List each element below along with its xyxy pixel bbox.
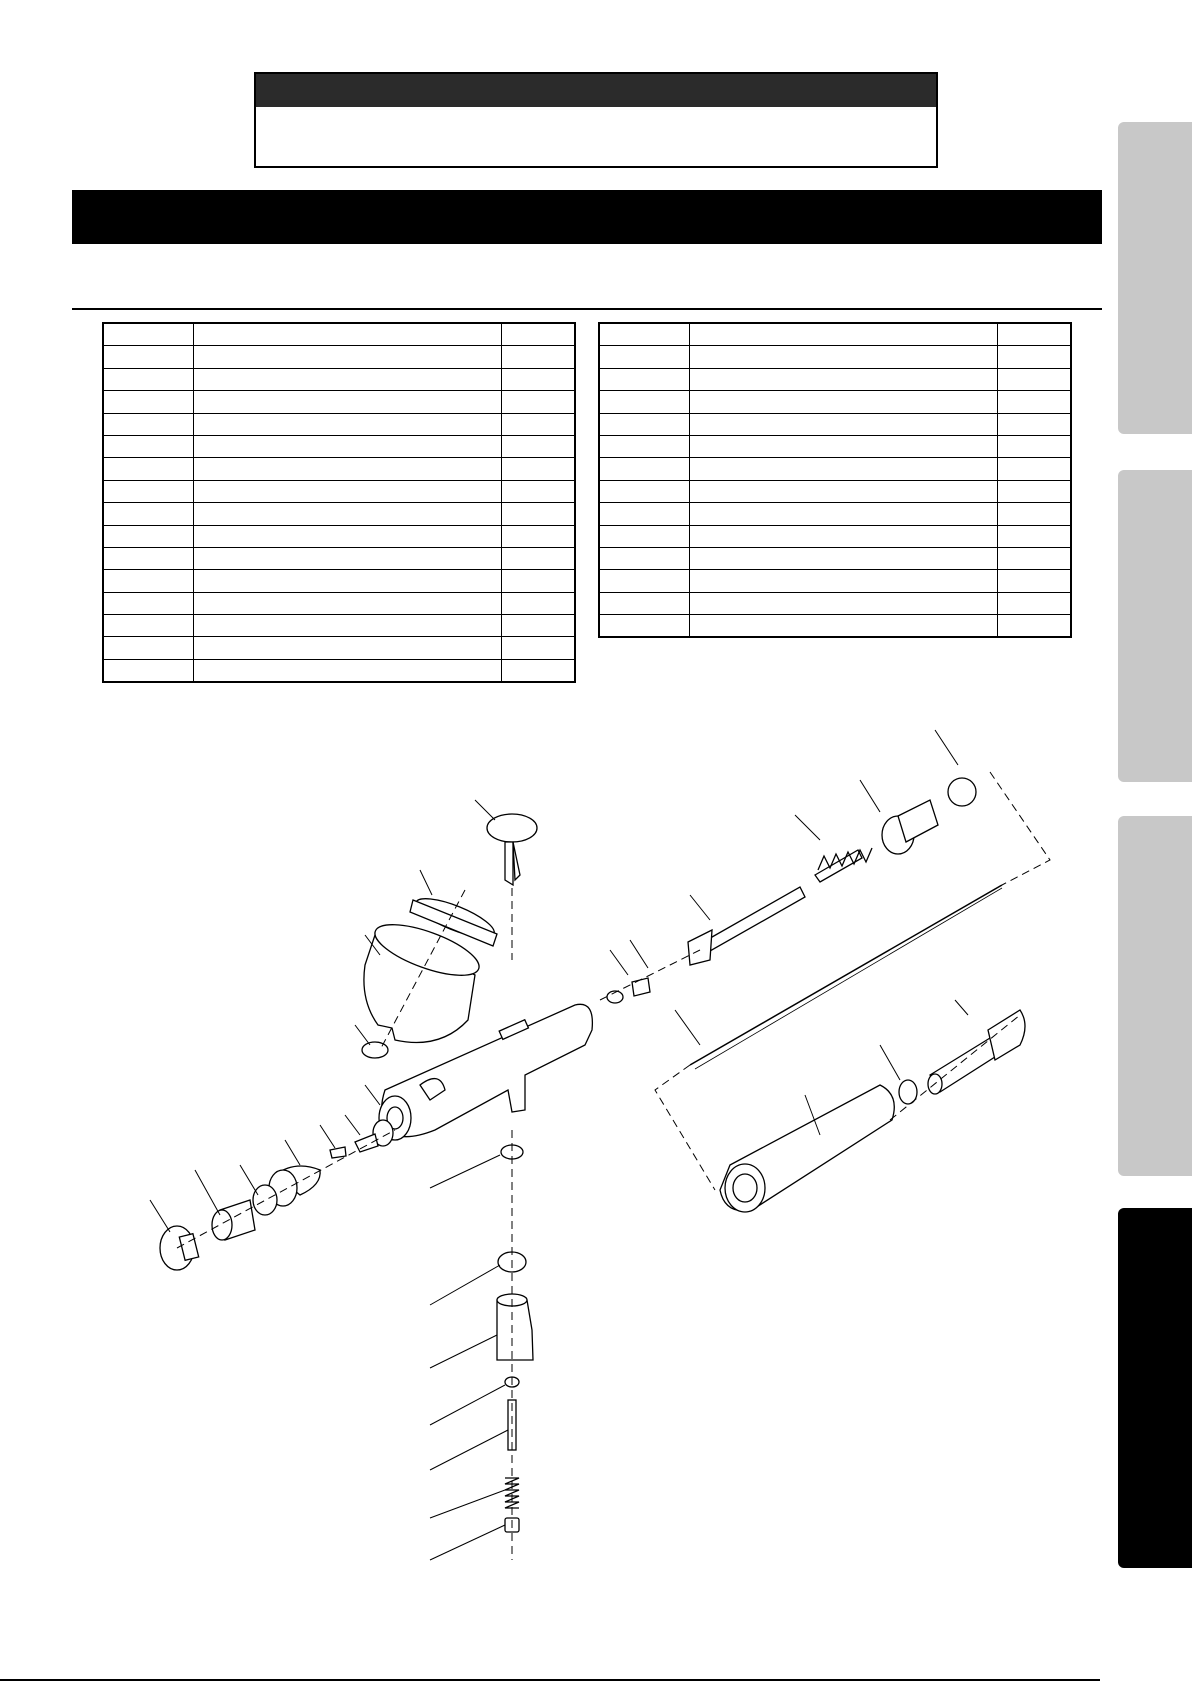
cell-part-number — [103, 637, 193, 659]
cell-description — [193, 413, 501, 435]
cell-description — [193, 346, 501, 368]
cell-qty — [501, 547, 575, 569]
cell-qty — [997, 346, 1071, 368]
cell-description — [689, 391, 997, 413]
cell-description — [689, 592, 997, 614]
side-tab-3[interactable] — [1118, 816, 1192, 1176]
table-row — [599, 615, 1071, 638]
cell-part-number — [103, 570, 193, 592]
cell-description — [689, 570, 997, 592]
parts-table-left — [102, 322, 576, 683]
cell-part-number — [103, 435, 193, 457]
cell-description — [193, 525, 501, 547]
table-row — [599, 503, 1071, 525]
cell-description — [193, 570, 501, 592]
cell-part-number — [103, 368, 193, 390]
table-row — [103, 659, 575, 682]
cell-part-number — [103, 346, 193, 368]
cell-qty — [501, 346, 575, 368]
cell-part-number — [103, 503, 193, 525]
table-row — [599, 547, 1071, 569]
cell-qty — [997, 413, 1071, 435]
cell-description — [193, 592, 501, 614]
rear-adjuster — [928, 1010, 1025, 1094]
cell-description — [193, 391, 501, 413]
table-row — [103, 592, 575, 614]
cell-part-number — [103, 525, 193, 547]
table-row — [103, 413, 575, 435]
cell-part-number — [599, 458, 689, 480]
cell-description — [193, 547, 501, 569]
cell-description — [193, 637, 501, 659]
cell-part-number — [599, 547, 689, 569]
table-row — [103, 391, 575, 413]
notice-header — [256, 74, 936, 107]
cell-description — [689, 615, 997, 638]
table-row — [103, 346, 575, 368]
cell-part-number — [599, 525, 689, 547]
cell-description — [689, 435, 997, 457]
cell-description — [193, 659, 501, 682]
cell-qty — [501, 458, 575, 480]
table-row — [103, 368, 575, 390]
cell-description — [193, 503, 501, 525]
cell-qty — [997, 435, 1071, 457]
table-row — [103, 570, 575, 592]
cell-part-number — [103, 659, 193, 682]
cell-qty — [501, 391, 575, 413]
cell-description — [689, 480, 997, 502]
cell-part-number — [103, 547, 193, 569]
table-header-row — [599, 323, 1071, 346]
parts-table-right — [598, 322, 1072, 638]
cell-description — [689, 413, 997, 435]
handle — [720, 1085, 894, 1212]
table-row — [103, 480, 575, 502]
cell-qty — [997, 615, 1071, 638]
side-tab-4-active[interactable] — [1118, 1208, 1192, 1568]
trigger-button — [487, 814, 537, 885]
column-header-qty — [501, 323, 575, 346]
cell-qty — [501, 637, 575, 659]
cell-description — [689, 368, 997, 390]
cell-part-number — [599, 391, 689, 413]
cell-qty — [997, 480, 1071, 502]
table-row — [599, 368, 1071, 390]
table-row — [103, 615, 575, 637]
table-row — [599, 480, 1071, 502]
column-header-part — [599, 323, 689, 346]
cell-part-number — [103, 413, 193, 435]
cell-description — [689, 503, 997, 525]
cell-description — [689, 525, 997, 547]
cell-part-number — [599, 570, 689, 592]
notice-box — [254, 72, 938, 168]
cell-qty — [501, 368, 575, 390]
table-row — [599, 525, 1071, 547]
column-header-part — [103, 323, 193, 346]
cell-part-number — [599, 346, 689, 368]
cell-part-number — [599, 435, 689, 457]
cell-part-number — [599, 368, 689, 390]
footer-rule — [0, 1679, 1100, 1681]
section-banner — [72, 190, 1102, 244]
table-row — [599, 458, 1071, 480]
table-row — [599, 413, 1071, 435]
cell-qty — [501, 615, 575, 637]
cell-qty — [997, 391, 1071, 413]
table-row — [599, 391, 1071, 413]
cell-qty — [997, 592, 1071, 614]
cell-qty — [501, 480, 575, 502]
cell-description — [689, 458, 997, 480]
cell-description — [193, 480, 501, 502]
cell-qty — [997, 525, 1071, 547]
small-connectors — [607, 978, 650, 1003]
cell-qty — [997, 570, 1071, 592]
cell-part-number — [599, 503, 689, 525]
cell-part-number — [103, 592, 193, 614]
cell-qty — [997, 503, 1071, 525]
table-row — [599, 435, 1071, 457]
cell-qty — [501, 659, 575, 682]
section-subtitle — [72, 250, 1102, 308]
table-row — [103, 525, 575, 547]
cell-description — [193, 458, 501, 480]
cell-part-number — [599, 592, 689, 614]
table-row — [103, 435, 575, 457]
cell-part-number — [103, 458, 193, 480]
cell-qty — [501, 503, 575, 525]
column-header-description — [193, 323, 501, 346]
cell-qty — [501, 592, 575, 614]
cell-part-number — [103, 391, 193, 413]
table-row — [599, 592, 1071, 614]
cell-qty — [501, 413, 575, 435]
table-row — [599, 570, 1071, 592]
table-row — [103, 547, 575, 569]
side-tab-1[interactable] — [1118, 122, 1192, 434]
air-valve-parts — [497, 1145, 533, 1532]
cell-qty — [501, 435, 575, 457]
front-nozzle-parts — [160, 1120, 393, 1270]
cell-qty — [501, 525, 575, 547]
table-row — [103, 637, 575, 659]
cell-part-number — [599, 615, 689, 638]
table-row — [103, 458, 575, 480]
cell-description — [193, 615, 501, 637]
needle — [690, 885, 1002, 1065]
table-row — [103, 503, 575, 525]
cell-description — [193, 368, 501, 390]
table-row — [599, 346, 1071, 368]
side-tab-2[interactable] — [1118, 470, 1192, 782]
column-header-description — [689, 323, 997, 346]
cell-qty — [997, 368, 1071, 390]
exploded-parts-diagram — [0, 700, 1100, 1600]
table-header-row — [103, 323, 575, 346]
cell-description — [193, 435, 501, 457]
cell-part-number — [103, 615, 193, 637]
cell-qty — [997, 547, 1071, 569]
section-divider — [72, 308, 1102, 310]
cell-part-number — [103, 480, 193, 502]
cell-part-number — [599, 480, 689, 502]
cell-description — [689, 346, 997, 368]
cell-qty — [501, 570, 575, 592]
needle-guide-assembly — [688, 778, 976, 965]
cell-qty — [997, 458, 1071, 480]
cell-part-number — [599, 413, 689, 435]
notice-body — [256, 107, 936, 127]
cell-description — [689, 547, 997, 569]
column-header-qty — [997, 323, 1071, 346]
cup-o-ring — [362, 1042, 388, 1058]
